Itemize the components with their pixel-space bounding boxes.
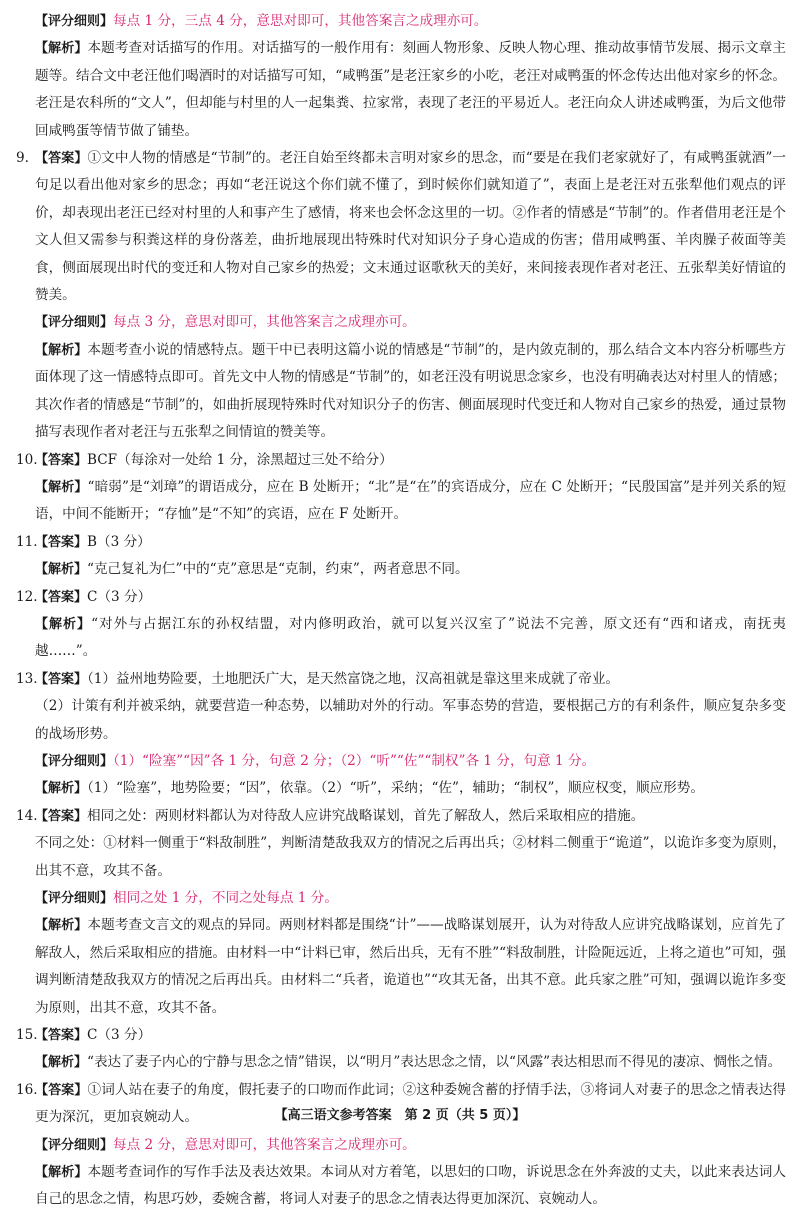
paragraph-text: BCF（每涂对一处给 1 分，涂黑超过三处不给分）	[87, 451, 393, 468]
paragraph-text: 本题考查词作的写作手法及表达效果。本词从对方着笔，以思妇的口吻，诉说思念在外奔波的丈夫，以此来表达词人自己的思念之情，构思巧妙，委婉含蓄，将词人对妻子的思念之情表达得更加深沉、哀婉动人。	[35, 1164, 786, 1208]
paragraph-text: （1）益州地势险要，土地肥沃广大，是天然富饶之地，汉高祖就是靠这里来成就了帝业。	[87, 670, 620, 687]
answer-paragraph	[16, 309, 786, 336]
paragraph-text: B（3 分）	[87, 533, 151, 550]
section-tag: 【答案】	[35, 671, 88, 687]
paragraph-text: ①词人站在妻子的角度，假托妻子的口吻而作此词；②这种委婉含蓄的抒情手法，③将词人对妻子的思念之情表达得更为深沉，更加哀婉动人。	[35, 1081, 786, 1126]
paragraph-text: 每点 2 分，意思对即可，其他答案言之成理亦可。	[113, 1136, 416, 1153]
answer-paragraph	[16, 912, 786, 1022]
answer-paragraph	[16, 611, 786, 666]
section-tag: 【答案】	[35, 452, 88, 468]
paragraph-text: “对外与占据江东的孙权结盟，对内修明政治，就可以复兴汉室了”说法不完善，原文还有“西和诸戎，南抚夷越……”。	[35, 615, 786, 660]
answer-paragraph	[16, 337, 786, 447]
answer-paragraph	[16, 35, 786, 145]
paragraph-text: 本题考查文言文的观点的异同。两则材料都是围绕“计”——战略谋划展开，认为对待敌人应讲究战略谋划，应首先了解敌人，然后采取相应的措施。由材料一中“计料已审，然后出兵，无有不胜”“料敌制胜，计险阨远近，上将之道也”可知，强调判断清楚敌我双方的情况之后再出兵。由材料二“兵者，诡道也”“攻其无备，出其不意。此兵家之胜”可知，强调以诡诈多变为原则，出其不意，攻其不备。	[35, 917, 786, 1016]
paragraph-text: C（3 分）	[87, 1027, 152, 1044]
section-tag: 【答案】	[35, 534, 88, 550]
section-tag: 【解析】	[35, 562, 88, 578]
answer-paragraph	[16, 775, 786, 802]
question-answer-block: 15.【答案】C（3 分）	[16, 1027, 152, 1044]
paragraph-text: 本题考查对话描写的作用。对话描写的一般作用有：刻画人物形象、反映人物心理、推动故事情节发展、揭示文章主题等。结合文中老汪他们喝酒时的对话描写可知，“咸鸭蛋”是老汪家乡的小吃，老汪对咸鸭蛋的怀念传达出他对家乡的怀念。老汪是农科所的“文人”，但却能与村里的人一起集粪、拉家常，表现了老汪的平易近人。老汪向众人讲述咸鸭蛋，为后文他带回咸鸭蛋等情节做了铺垫。	[35, 40, 786, 139]
paragraph-text: ①文中人物的情感是“节制”的。老汪自始至终都未言明对家乡的思念，而“要是在我们老家就好了，有咸鸭蛋就酒”一句足以看出他对家乡的思念；再如“老汪说这个你们就不懂了，到时候你们就知道了”，表面上是老汪对五张犁他们观点的评价，却表现出老汪已经对村里的人和事产生了感情，将来也会怀念这里的一切。②作者的情感是“节制”的。作者借用老汪是个文人但又需参与积粪这样的身份落差，曲折地展现出特殊时代对知识分子身心造成的伤害；借用咸鸭蛋、羊肉臊子莜面等美食，侧面展现出时代的变迁和人物对自己家乡的热爱；文末通过讴歌秋天的美好，来间接表现作者对老汪、五张犁美好情谊的赞美。	[35, 150, 786, 304]
page-footer: 【高三语文参考答案 第 2 页（共 5 页）】	[274, 1108, 526, 1123]
paragraph-text: （1）“险塞”，地势险要；“因”，依靠。（2）“听”，采纳；“佐”，辅助；“制权”，顺应权变，顺应形势。	[87, 780, 704, 797]
question-answer-block: 13.【答案】（1）益州地势险要，土地肥沃广大，是天然富饶之地，汉高祖就是靠这里来成就了帝业。	[16, 670, 620, 687]
section-tag: 【评分细则】	[35, 753, 114, 769]
section-tag: 【评分细则】	[35, 1137, 114, 1153]
paragraph-text: 每点 3 分，意思对即可，其他答案言之成理亦可。	[113, 314, 416, 331]
answer-paragraph	[16, 8, 786, 35]
paragraph-text: “暗弱”是“刘璋”的谓语成分，应在 B 处断开；“北”是“在”的宾语成分，应在 C 处断开；“民殷国富”是并列关系的短语，中间不能断开；“存恤”是“不知”的宾语，应在 F 处断开。	[35, 478, 786, 523]
paragraph-text: 本题考查小说的情感特点。题干中已表明这篇小说的情感是“节制”的，是内敛克制的，那么结合文本内容分析哪些方面体现了这一情感特点即可。首先文中人物的情感是“节制”的，如老汪没有明说思念家乡，也没有明确表达对村里人的情感；其次作者的情感是“节制”的，如曲折展现特殊时代对知识分子的伤害、侧面展现时代变迁和人物对自己家乡的热爱，通过景物描写表现作者对老汪与五张犁之间情谊的赞美等。	[35, 341, 786, 441]
paragraph-text: 不同之处：①材料一侧重于“料敌制胜”，判断清楚敌我双方的情况之后再出兵；②材料二侧重于“诡道”，以诡诈多变为原则，出其不意，攻其不备。	[35, 835, 786, 879]
answer-paragraph	[16, 830, 786, 885]
paragraph-text: 每点 1 分，三点 4 分，意思对即可，其他答案言之成理亦可。	[113, 13, 488, 29]
paragraph-text: “表达了妻子内心的宁静与思念之情”错误，以“明月”表达思念之情，以“风露”表达相思而不得见的凄凉、惆怅之情。	[87, 1054, 782, 1071]
section-tag: 【评分细则】	[35, 315, 114, 331]
question-answer-block: 11.【答案】B（3 分）	[16, 533, 151, 550]
section-tag: 【答案】	[35, 589, 88, 605]
section-tag: 【答案】	[35, 1082, 88, 1098]
section-tag: 【解析】	[35, 342, 88, 358]
answer-paragraph	[16, 556, 786, 583]
answer-paragraph	[16, 693, 786, 748]
paragraph-text: “克己复礼为仁”中的“克”意思是“克制，约束”，两者意思不同。	[87, 561, 469, 578]
question-answer-block: 12.【答案】C（3 分）	[16, 588, 152, 605]
section-tag: 【评分细则】	[35, 891, 114, 906]
section-tag: 【解析】	[35, 479, 88, 495]
question-answer-block: 14.【答案】相同之处：两则材料都认为对待敌人应讲究战略谋划，首先了解敌人，然后采取相应的措施。	[16, 807, 645, 824]
section-tag: 【解析】	[35, 1055, 88, 1071]
question-answer-block: 10.【答案】BCF（每涂对一处给 1 分，涂黑超过三处不给分）	[16, 451, 393, 468]
section-tag: 【答案】	[35, 151, 88, 167]
answer-paragraph	[16, 1159, 786, 1214]
answer-paragraph	[16, 885, 786, 912]
paragraph-text: （2）计策有利并被采纳，就要营造一种态势，以辅助对外的行动。军事态势的营造，要根据己方的有利条件，顺应复杂多变的战场形势。	[35, 698, 786, 742]
question-answer-block: 9. 【答案】①文中人物的情感是“节制”的。老汪自始至终都未言明对家乡的思念，而“要是在我们老家就好了，有咸鸭蛋就酒”一句足以看出他对家乡的思念；再如“老汪说这个你们就不懂了，到时候你们就知道了”，表面上是老汪对五张犁他们观点的评价，却表现出老汪已经对村里的人和事产生了感情，将来也会怀念这里的一切。②作者的情感是“节制”的。作者借用老汪是个文人但又需参与积粪这样的身份落差，曲折地展现出特殊时代对知识分子身心造成的伤害；借用咸鸭蛋、羊肉臊子莜面等美食，侧面展现出时代的变迁和人物对自己家乡的热爱；文末通过讴歌秋天的美好，来间接表现作者对老汪、五张犁美好情谊的赞美。	[16, 150, 786, 304]
paragraph-text: （1）“险塞”“因”各 1 分，句意 2 分；（2）“听”“佐”“制权”各 1 分，句意 1 分。	[113, 752, 596, 769]
question-answer-block: 16.【答案】①词人站在妻子的角度，假托妻子的口吻而作此词；②这种委婉含蓄的抒情手法，③将词人对妻子的思念之情表达得更为深沉，更加哀婉动人。	[16, 1081, 786, 1126]
section-tag: 【解析】	[35, 918, 88, 934]
paragraph-text: 相同之处 1 分，不同之处每点 1 分。	[113, 890, 338, 906]
section-tag: 【评分细则】	[35, 14, 114, 29]
section-tag: 【解析】	[35, 1165, 88, 1181]
answer-paragraph	[16, 474, 786, 529]
section-tag: 【答案】	[35, 1028, 88, 1044]
paragraph-text: C（3 分）	[87, 588, 152, 605]
section-tag: 【答案】	[35, 808, 88, 824]
paragraph-text: 相同之处：两则材料都认为对待敌人应讲究战略谋划，首先了解敌人，然后采取相应的措施。	[87, 807, 645, 824]
answer-paragraph	[16, 1049, 786, 1076]
section-tag: 【解析】	[35, 41, 88, 57]
answer-paragraph	[16, 748, 786, 775]
section-tag: 【解析】	[35, 616, 92, 632]
section-tag: 【解析】	[35, 781, 88, 797]
answer-page	[16, 8, 786, 1214]
